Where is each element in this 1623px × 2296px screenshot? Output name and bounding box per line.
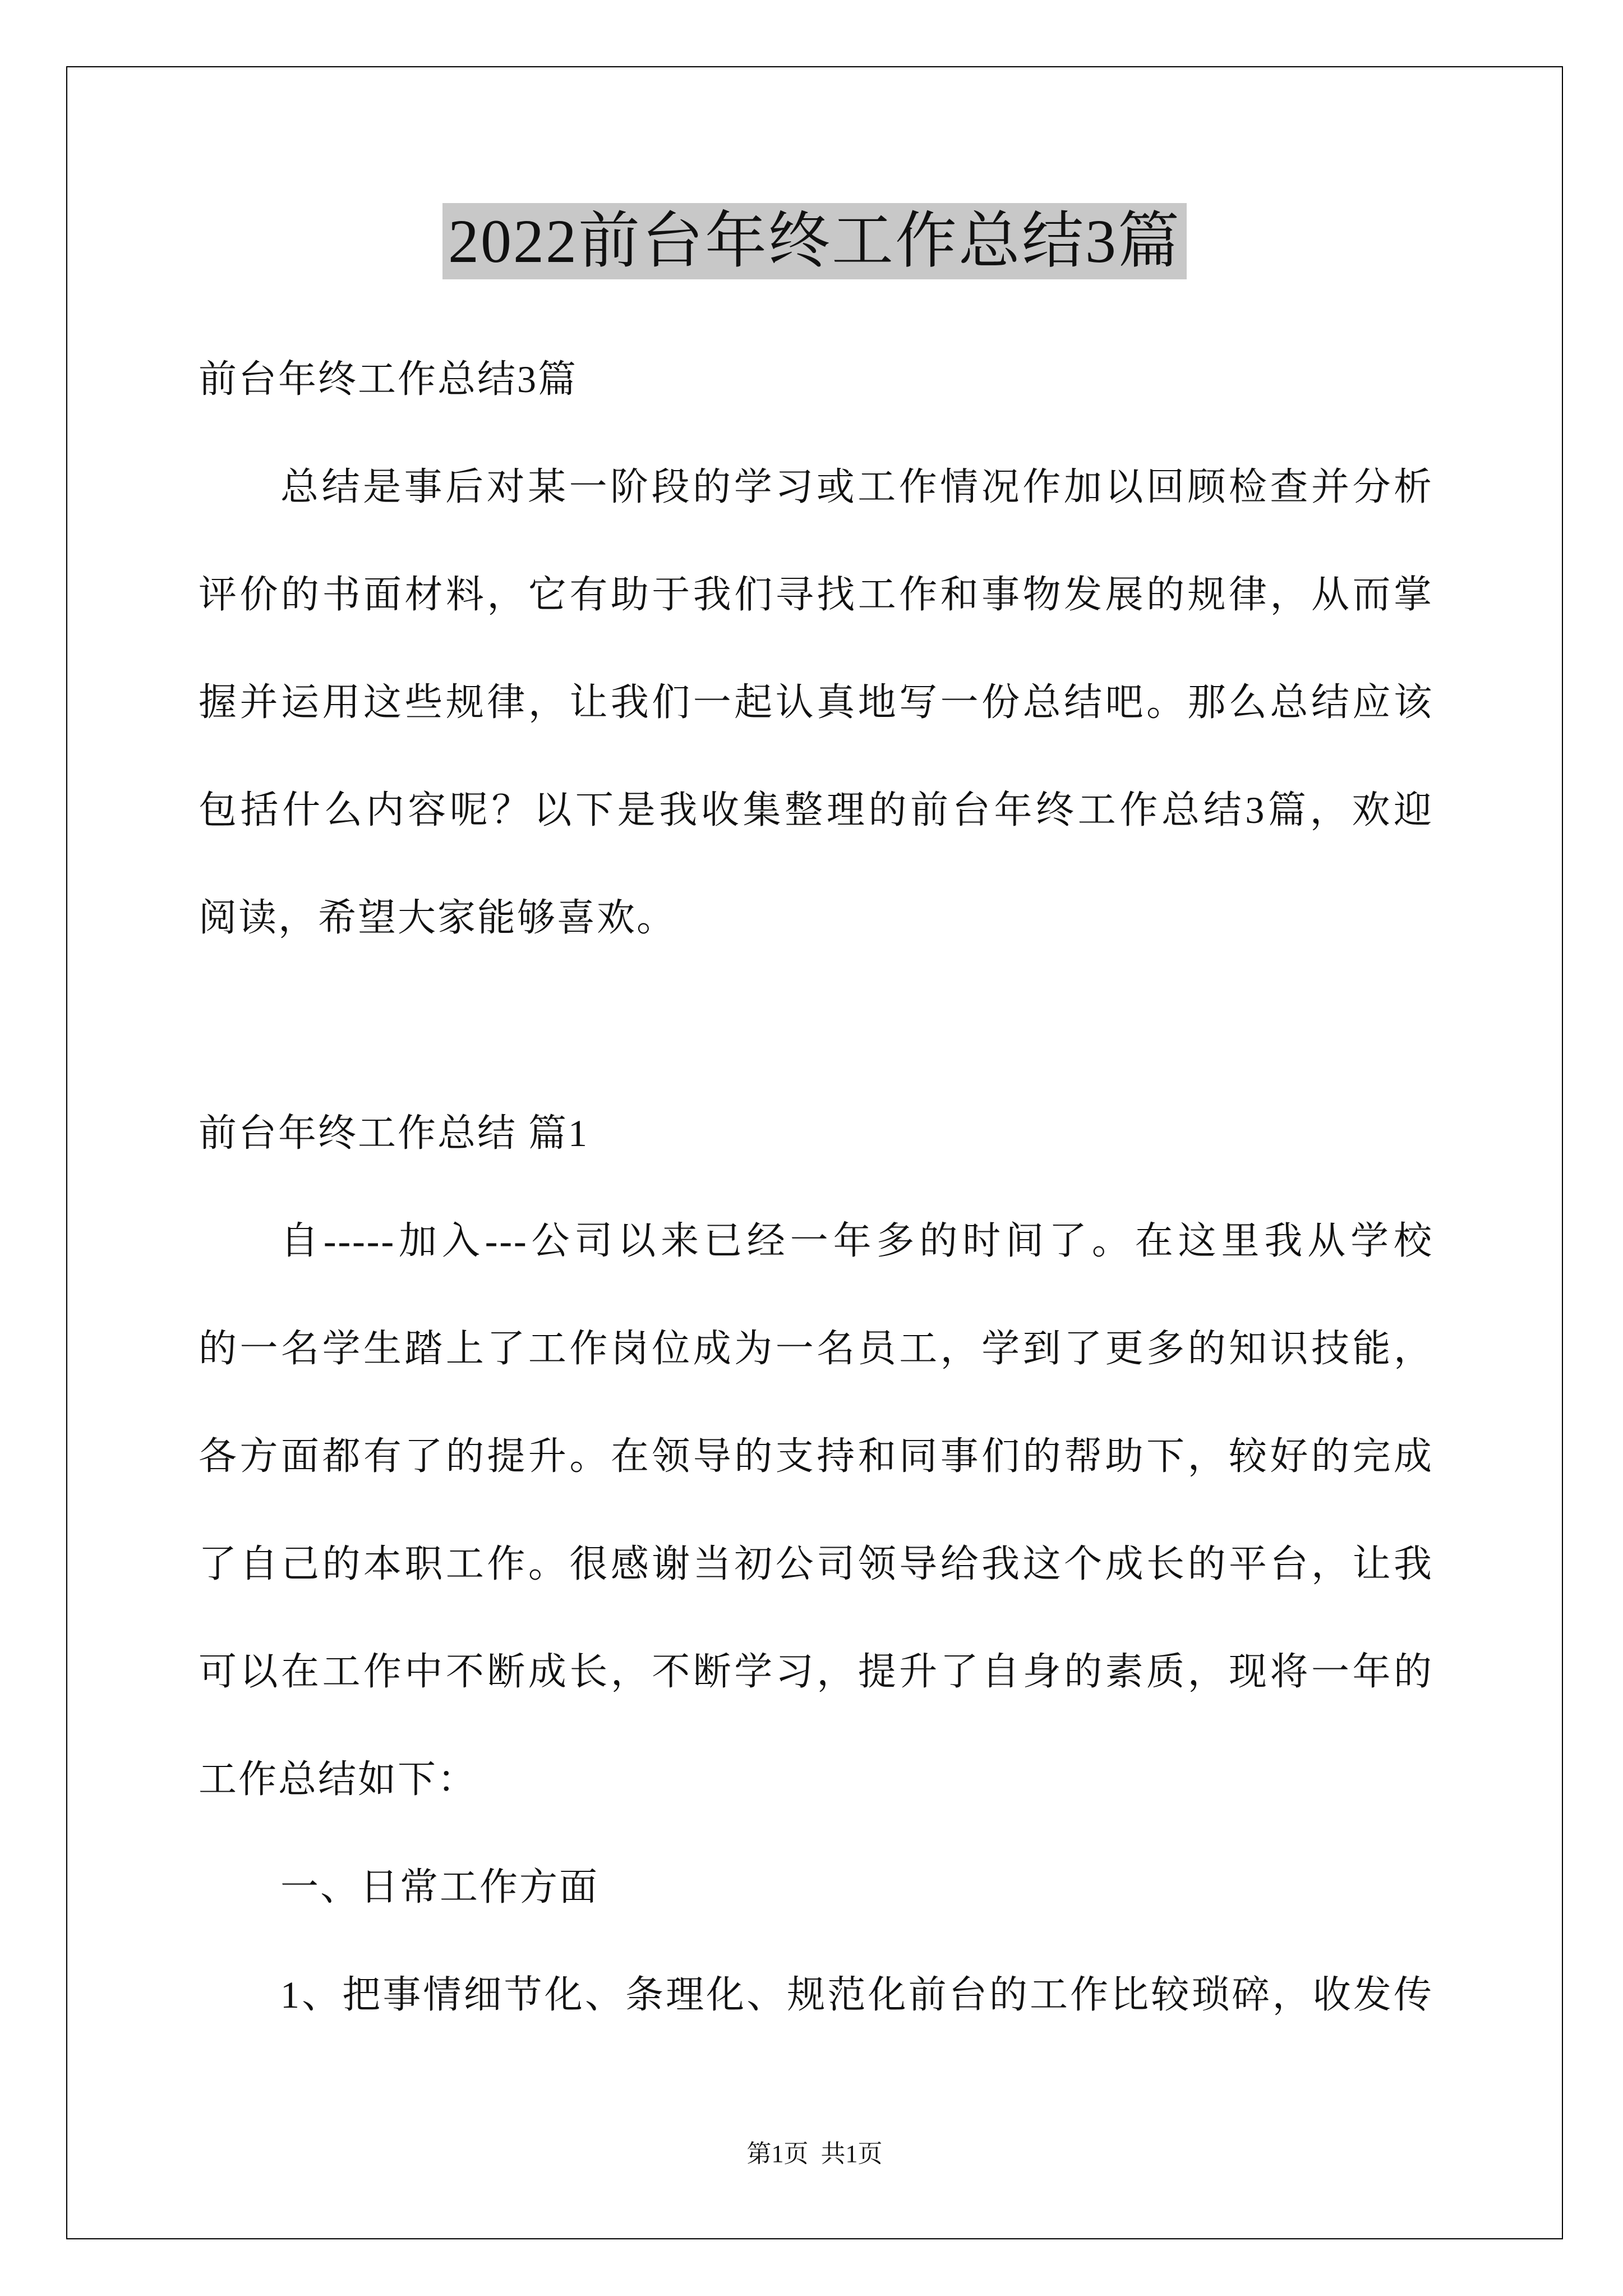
paragraph-line: 的一名学生踏上了工作岗位成为一名员工，学到了更多的知识技能，	[199, 1327, 1433, 1370]
section-heading: 前台年终工作总结 篇1	[199, 1112, 589, 1154]
paragraph-line: 各方面都有了的提升。在领导的支持和同事们的帮助下，较好的完成	[199, 1435, 1433, 1478]
page-footer: 第1页 共1页	[746, 2140, 883, 2168]
paragraph-line: 阅读，希望大家能够喜欢。	[199, 896, 677, 939]
document-subtitle: 前台年终工作总结3篇	[199, 358, 578, 401]
paragraph-line: 握并运用这些规律，让我们一起认真地写一份总结吧。那么总结应该	[199, 681, 1433, 724]
paragraph-line: 可以在工作中不断成长，不断学习，提升了自身的素质，现将一年的	[199, 1650, 1433, 1693]
document-body	[199, 325, 1433, 2049]
paragraph-spacer	[199, 972, 1433, 1079]
list-item: 1、把事情细节化、条理化、规范化前台的工作比较琐碎，收发传	[280, 1973, 1433, 2016]
paragraph-line: 工作总结如下：	[199, 1758, 478, 1801]
intro-paragraph	[199, 433, 1433, 972]
paragraph-line: 总结是事后对某一阶段的学习或工作情况作加以回顾检查并分析	[280, 466, 1433, 508]
document-title: 2022前台年终工作总结3篇	[442, 203, 1187, 279]
paragraph-line: 评价的书面材料，它有助于我们寻找工作和事物发展的规律，从而掌	[199, 573, 1433, 616]
paragraph-line: 自-----加入---公司以来已经一年多的时间了。在这里我从学校	[280, 1220, 1433, 1262]
section-paragraph	[199, 1187, 1433, 1833]
paragraph-line: 包括什么内容呢？以下是我收集整理的前台年终工作总结3篇，欢迎	[199, 789, 1433, 831]
section-subheading: 一、日常工作方面	[280, 1866, 600, 1908]
paragraph-line: 了自己的本职工作。很感谢当初公司领导给我这个成长的平台，让我	[199, 1543, 1433, 1585]
title-row	[66, 203, 1563, 279]
